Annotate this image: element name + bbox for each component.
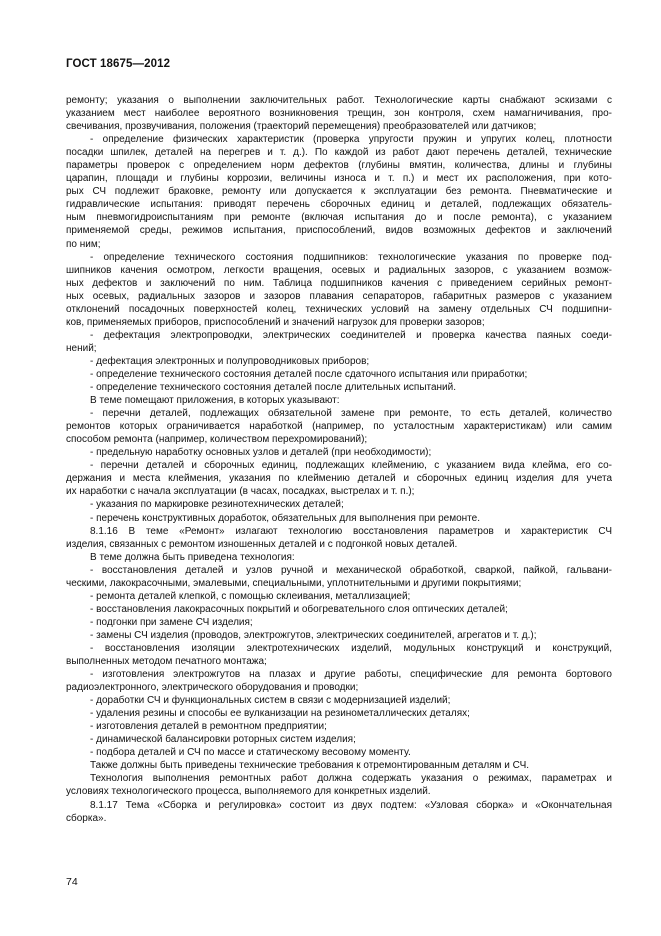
- text-line: условиях технологического процесса, выполняемого для конкретных изделий.: [66, 786, 431, 798]
- text-line: - определение физических характеристик (проверка упругости пружин и упругих колец, плотности: [90, 134, 612, 146]
- text-line: - динамической балансировки роторных систем изделия;: [90, 734, 356, 746]
- text-line: - перечни деталей, подлежащих обязательной замене при ремонте, то есть деталей, количество: [90, 408, 612, 420]
- text-line: - восстановления лакокрасочных покрытий и обогревательного слоя оптических деталей;: [90, 603, 508, 615]
- text-line: - определение технического состояния деталей после длительных испытаний.: [90, 382, 457, 394]
- text-line: держания и места клеймения, указания по клеймению деталей и сборочных единиц изделия для учета: [66, 473, 612, 485]
- text-line: по ним;: [66, 238, 101, 250]
- text-line: посадки шпилек, деталей на перегрев и т. д.). По каждой из работ дают перечень деталей, технические: [66, 147, 612, 159]
- text-line: - определение технического состояния деталей после сдаточного испытания или приработки;: [90, 368, 528, 380]
- text-line: ческими, лакокрасочными, эмалевыми, специальными, уплотнительными и другими покрытиями;: [66, 577, 522, 589]
- text-line: - восстановления изоляции электротехнических изделий, модульных конструкций и конструкций,: [90, 642, 612, 654]
- text-line: - перечень конструктивных доработок, обязательных для выполнения при ремонте.: [90, 512, 480, 524]
- text-line: ремонту; указания о выполнении заключительных работ. Технологические карты снабжают эскизами с: [66, 95, 612, 106]
- text-line: - изготовления электрожгутов на плазах и другие работы, специфические для ремонта бортового: [90, 669, 612, 681]
- text-line: радиоэлектронного, электрического оборудования и проводки;: [66, 682, 359, 694]
- text-line: - подгонки при замене СЧ изделия;: [90, 616, 253, 628]
- text-line: 8.1.16 В теме «Ремонт» излагают технологию восстановления параметров и характеристик СЧ: [90, 525, 612, 537]
- text-line: их наработки с начала эксплуатации (в часах, посадках, выстрелах и т. п.);: [66, 486, 415, 498]
- text-line: параметры проверок с определением норм дефектов (глубины вмятин, количества, длины и глубины: [66, 160, 612, 172]
- text-line: - замены СЧ изделия (проводов, электрожгутов, электрических соединителей, агрегатов и т. д.);: [90, 629, 537, 641]
- text-line: - восстановления деталей и узлов ручной и механической обработкой, сваркой, пайкой, гальвани-: [90, 564, 612, 576]
- text-line: ремонтов которых ограничивается наработкой (например, по усталостным характеристикам) или самим: [66, 421, 612, 433]
- text-line: выполненных методом печатного монтажа;: [66, 656, 267, 668]
- text-line: - дефектация электронных и полупроводниковых приборов;: [90, 355, 370, 367]
- document-body: [66, 94, 612, 825]
- text-line: - указания по маркировке резинотехнических деталей;: [90, 499, 344, 511]
- text-line: способом ремонта (например, количеством перехромирований);: [66, 434, 368, 446]
- text-line: - предельную наработку основных узлов и деталей (при необходимости);: [90, 447, 432, 459]
- text-line: Технология выполнения ремонтных работ должна содержать указания о режимах, параметрах и: [90, 773, 612, 785]
- text-line: 8.1.17 Тема «Сборка и регулировка» состоит из двух подтем: «Узловая сборка» и «Окончательная: [90, 799, 612, 811]
- page-number: 74: [66, 876, 78, 888]
- text-line: - определение технического состояния подшипников: технологические указания по проверке под-: [90, 251, 612, 263]
- text-line: гидравлические испытания: приводят перечень сборочных единиц и деталей, подлежащих обязатель-: [66, 199, 612, 211]
- text-line: - ремонта деталей клепкой, с помощью склеивания, металлизацией;: [90, 590, 411, 602]
- text-line: В теме должна быть приведена технология:: [90, 551, 295, 563]
- text-line: - доработки СЧ и функциональных систем в связи с модернизацией изделий;: [90, 695, 451, 707]
- text-line: ным пневмогидроиспытаниям при ремонте (включая испытания до и после ремонта), с указанием: [66, 212, 612, 224]
- text-line: - подбора деталей и СЧ по массе и статическому весовому моменту.: [90, 747, 411, 759]
- text-line: царапин, площади и глубины коррозии, величины износа и т. п.) и мест их расположения, при кото-: [66, 173, 612, 185]
- document-header: ГОСТ 18675—2012: [66, 58, 171, 70]
- text-line: Также должны быть приведены технические требования к отремонтированным деталям и СЧ.: [90, 760, 530, 772]
- text-line: - изготовления деталей в ремонтном предприятии;: [90, 721, 327, 733]
- text-line: - удаления резины и способы ее вулканизации на резинометаллических деталях;: [90, 708, 470, 720]
- text-line: свечивания, прозвучивания, положения (траекторий перемещения) преобразователей или датчиков;: [66, 121, 537, 133]
- text-line: сборка».: [66, 812, 107, 824]
- text-line: ных осевых, радиальных зазоров и зазоров плавания сепараторов, габаритных размеров с указанием: [66, 290, 612, 302]
- text-line: рых СЧ подлежит браковке, ремонту или допускается к эксплуатации без ремонта. Пневматические и: [66, 186, 612, 198]
- text-line: - перечни деталей и сборочных единиц, подлежащих клеймению, с указанием вида клейма, его со-: [90, 460, 612, 472]
- text-line: В теме помещают приложения, в которых указывают:: [90, 395, 340, 407]
- text-line: ков, применяемых приборов, приспособлений и значений нагрузок для проверки зазоров;: [66, 316, 485, 328]
- text-line: ных дефектов и заключений по ним. Таблица подшипников качения с приведением серийных ремонт-: [66, 277, 612, 289]
- text-line: изделия, связанных с ремонтом изношенных деталей и с подгонкой новых деталей.: [66, 538, 458, 550]
- text-line: - дефектация электропроводки, электрических соединителей и проверка качества паяных соеди-: [90, 329, 612, 341]
- text-line: нений;: [66, 342, 97, 354]
- text-line: отклонений посадочных поверхностей колец, технических условий на замену отдельных СЧ подшипни-: [66, 303, 612, 315]
- text-line: указанием мест наиболее вероятного возникновения трещин, зон контроля, схем намагничивания, про-: [66, 108, 612, 120]
- text-line: применяемой среды, режимов испытания, приспособлений, видов возможных дефектов и заключений: [66, 225, 612, 237]
- text-line: шипников качения осмотром, легкости вращения, осевых и радиальных зазоров, с указанием возмож-: [66, 264, 612, 276]
